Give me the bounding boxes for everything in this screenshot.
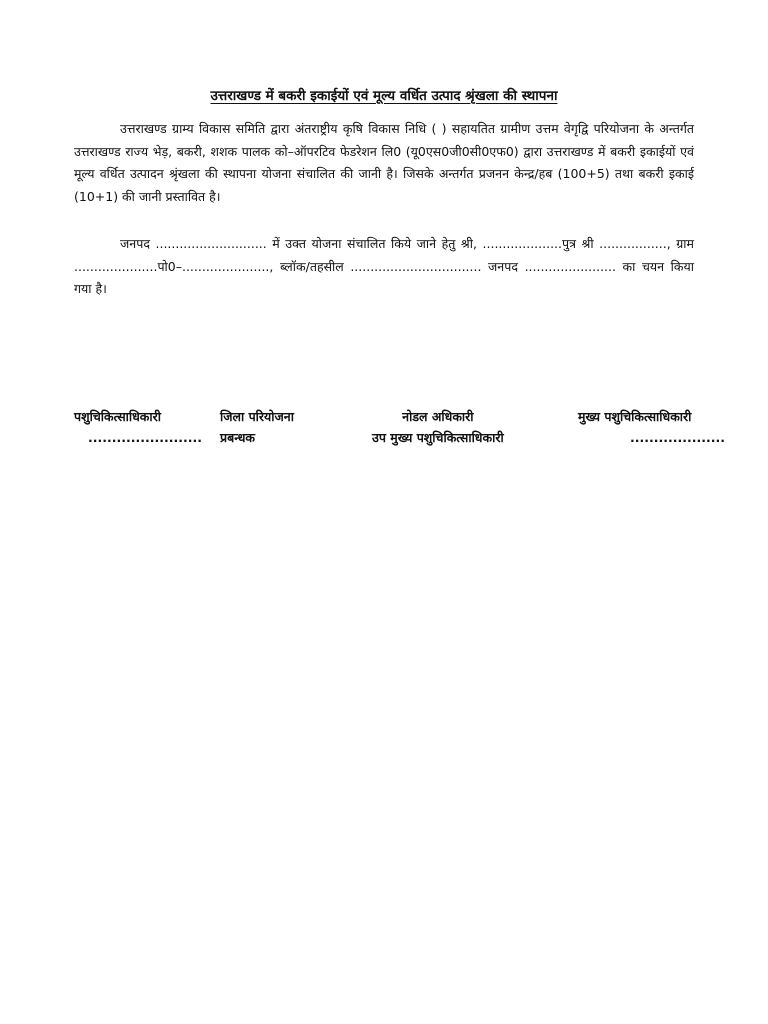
document-title-text: उत्तराखण्ड में बकरी इकाईयों एवं मूल्य वर्धित उत्पाद श्रृंखला की स्थापना: [210, 88, 558, 104]
signatory-title: पशुचिकित्साधिकारी: [74, 409, 161, 424]
signature-dots: ....................: [630, 430, 725, 445]
document-title: [0, 86, 768, 104]
paragraph-scheme-description: उत्तराखण्ड ग्राम्य विकास समिति द्वारा अंतराष्ट्रीय कृषि विकास निधि ( ) सहायतित ग्रामीण उत्तम वेगृद्वि परियोजना के अन्तर्गत उत्तराखण्ड राज्य भेड़, बकरी, शशक पालक को–ऑपरटिव फेडरेशन लि0 (यू0एस0जी0सी0एफ0) द्वारा उत्तराखण्ड में बकरी इकाईयों एवं मूल्य वर्धित उत्पादन श्रृंखला की स्थापना योजना संचालित की जानी है। जिसके अन्तर्गत प्रजनन केन्द्र/हब (100+5) तथा बकरी इकाई (10+1) की जानी प्रस्तावित है।: [74, 121, 694, 204]
signature-dots: ........................: [88, 430, 202, 445]
signatory-title-line1: नोडल अधिकारी: [402, 409, 474, 424]
paragraph-beneficiary-details: जनपद ............................ में उक्त योजना संचालित किये जाने हेतु श्री, ....................पुत्र श्री ................., ग्राम .....................पो0–......................, ब्लॉक/तहसील ................................. जनपद ....................... का चयन किया गया है।: [74, 236, 694, 296]
signature-block-nodal-officer: [372, 406, 504, 448]
signature-block-vet-officer: [74, 406, 202, 448]
signatory-title: मुख्य पशुचिकित्साधिकारी: [578, 409, 692, 424]
signatory-title-line2: उप मुख्य पशुचिकित्साधिकारी: [372, 430, 504, 445]
signature-block-district-project-manager: [220, 406, 294, 448]
signatory-title-line2: प्रबन्धक: [220, 430, 256, 445]
signatory-title-line1: जिला परियोजना: [220, 409, 294, 424]
signature-block-chief-vet-officer: [578, 406, 725, 448]
